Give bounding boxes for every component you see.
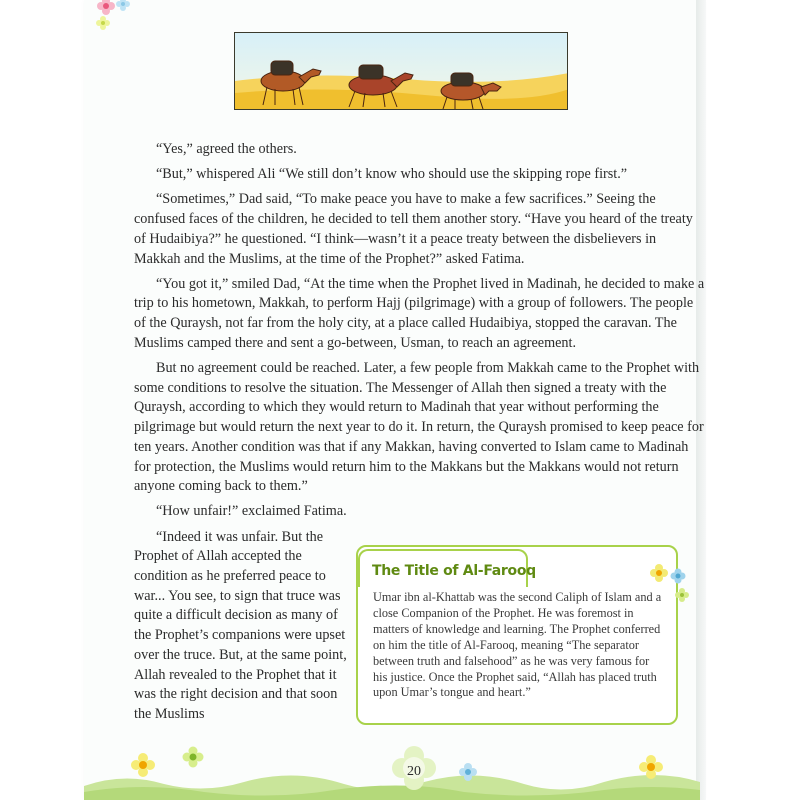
info-box-body: Umar ibn al-Khattab was the second Caliph of Islam and a close Companion of the Prophet. He was foremost in matters of knowledge and learning. The Prophet conferred on him the title of Al-Farooq, meaning “The separator between truth and falsehood” as he was very famous for his justice. Once the Prophet said, “Allah has placed truth upon Umar’s tongue and heart.” [373, 590, 662, 700]
flower-icon [180, 744, 206, 770]
flower-icon [636, 752, 666, 782]
paragraph: But no agreement could be reached. Later, a few people from Makkah came to the Prophet with some conditions to resolve the situation. The Messenger of Allah then signed a treaty with the Quraysh, according to which they would return to Madinah that year without performing the pilgrimage but would return the next year to do it. In return, the Quraysh promised to keep peace for ten years. Another condition was that if any Makkan, having converted to Islam came to Madinah for protection, the Muslims would return him to the Makkans but the Makkans would not return anyone coming back to them.” [134, 360, 704, 495]
page-number: 20 [407, 764, 421, 779]
camel-caravan-illustration [234, 32, 568, 110]
flower-icon [128, 750, 158, 780]
flower-icon [456, 760, 480, 784]
paragraph: “Sometimes,” Dad said, “To make peace you have to make a few sacrifices.” Seeing the confused faces of the children, he decided to tell them another story. “Have you heard of the treaty of Hudaibiya?” he questioned. “I think—wasn’t it a peace treaty between the disbelievers in Makkah and the Muslims, at the time of the Prophet?” asked Fatima. [134, 191, 693, 267]
paragraph: “But,” whispered Ali “We still don’t know who should use the skipping rope first.” [156, 166, 628, 183]
corner-flowers-icon [94, 0, 134, 34]
paragraph: “How unfair!” exclaimed Fatima. [156, 503, 347, 520]
paragraph: “You got it,” smiled Dad, “At the time when the Prophet lived in Madinah, he decided to make a trip to his hometown, Makkah, to perform Hajj (pilgrimage) with a group of followers. The people of the Quraysh, not far from the holy city, at a place called Hudaibiya, stopped the caravan. The Muslims camped there and sent a go-between, Usman, to reach an agreement. [134, 275, 705, 351]
box-flowers-icon [648, 562, 692, 606]
paragraph: “Indeed it was unfair. But the Prophet of Allah accepted the condition as he preferred peace to war... You see, to sign that truce was quite a difficult decision as many of the Prophet’s companions were upset over the truce. But, at the same point, Allah revealed to the Prophet that it was the right decision and that soon the Muslims [134, 528, 347, 722]
paragraph: “Yes,” agreed the others. [156, 141, 297, 157]
info-box-title: The Title of Al-Farooq [372, 563, 536, 579]
narrow-column [134, 528, 356, 725]
